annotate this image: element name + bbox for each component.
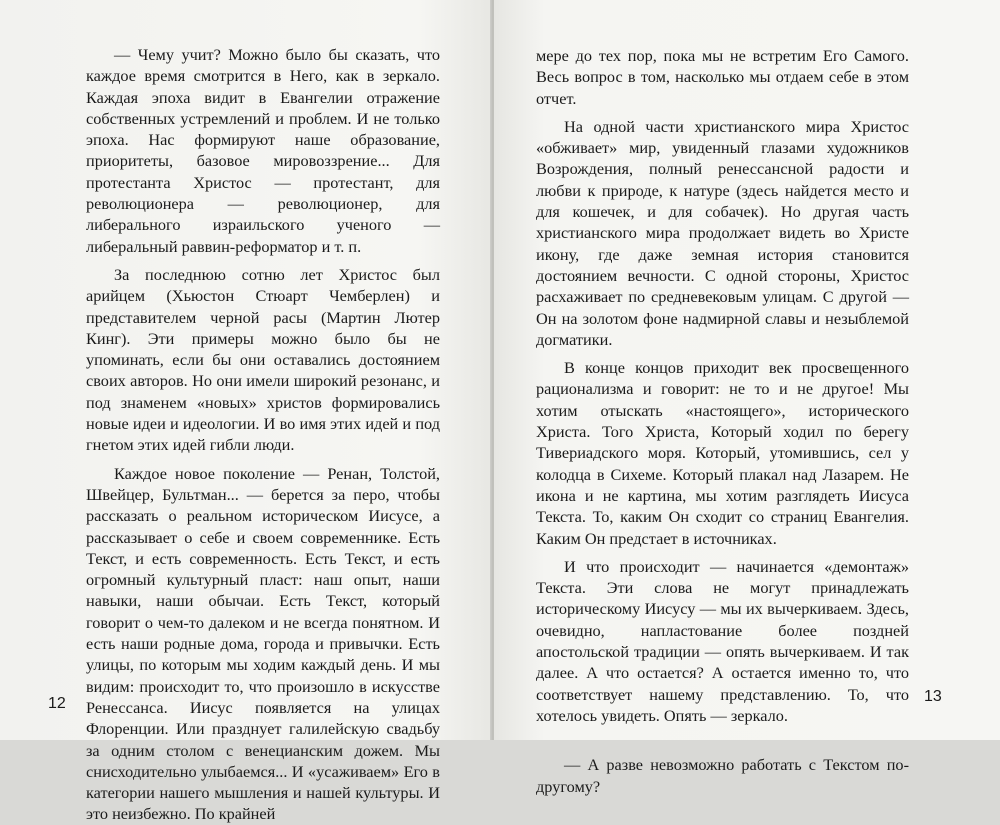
interview-question: — А разве невозможно работать с Текстом по-другому?	[536, 755, 909, 796]
paragraph: На одной части христианского мира Христос «обживает» мир, увиденный глазами художников Возрождения, полный ренессансной радости и любви к природе, к натуре (здесь найдется место и для кошечек, и для собачек). Но другая часть христианского мира продолжает видеть во Христе икону, где даже земная история становится достоянием вечности. С одной стороны, Христос расхаживает по средневековым улицам. С другой — Он на золотом фоне надмирной славы и незыблемой догматики.	[536, 116, 909, 349]
paragraph: И что происходит — начинается «демонтаж» Текста. Эти слова не могут принадлежать историческому Иисусу — мы их вычеркиваем. Здесь, очевидно, напластование более поздней апостольской традиции — опять вычеркиваем. И так далее. А что остается? А остается именно то, что соответствует нашему представлению. То, что хотелось увидеть. Опять — зеркало.	[536, 556, 909, 725]
page-number-right: 13	[924, 688, 942, 705]
left-page-text	[86, 44, 440, 825]
paragraph: — Чему учит? Можно было бы сказать, что каждое время смотрится в Него, как в зеркало. Каждая эпоха видит в Евангелии отражение собственных устремлений и проблем. И не только эпоха. Нас формируют наше образование, приоритеты, базовое мировоззрение... Для протестанта Христос — протестант, для революционера — революционер, для либерального израильского ученого — либеральный раввин-реформатор и т. п.	[86, 45, 440, 256]
paragraph: За последнюю сотню лет Христос был арийцем (Хьюстон Стюарт Чемберлен) и представителем черной расы (Мартин Лютер Кинг). Эти примеры можно было бы не упоминать, если бы они оставались достоянием своих авторов. Но они имели широкий резонанс, и под знаменем «новых» христов формировались новые идеи и идеологии. И во имя этих идей и под гнетом этих идей гибли люди.	[86, 264, 440, 455]
right-page-text	[536, 45, 909, 797]
left-page	[0, 0, 492, 824]
paragraph: мере до тех пор, пока мы не встретим Его Самого. Весь вопрос в том, насколько мы отдаем себе в этом отчет.	[536, 46, 909, 108]
paragraph: В конце концов приходит век просвещенного рационализма и говорит: не то и не другое! Мы хотим отыскать «настоящего», исторического Христа. Того Христа, Который ходил по берегу Тивериадского моря. Который, утомившись, сел у колодца в Сихеме. Который плакал над Лазарем. Не икона и не картина, мы хотим разглядеть Иисуса Текста. То, каким Он сходит со страниц Евангелия. Каким Он предстает в источниках.	[536, 358, 909, 548]
paragraph: Каждое новое поколение — Ренан, Толстой, Швейцер, Бультман... — берется за перо, чтобы рассказать о реальном историческом Иисусе, а рассказывает о себе и своем современнике. Есть Текст, и есть современность. Есть Текст, и есть огромный культурный пласт: наш опыт, наши навыки, наши обычаи. Есть Текст, который говорит о чем-то далеком и не всегда понятном. И есть наши родные дома, города и привычки. Есть улицы, по которым мы ходим каждый день. И мы видим: происходит то, что произошло в искусстве Ренессанса. Иисус появляется на улицах Флоренции. Или празднует галилейскую свадьбу за одним столом с венецианским дожем. Мы снисходительно улыбаемся... И «усаживаем» Его в категории нашего мышления и нашей культуры. И это неизбежно. По крайней	[86, 463, 440, 824]
page-number-left: 12	[48, 695, 66, 712]
right-page	[494, 0, 1000, 796]
